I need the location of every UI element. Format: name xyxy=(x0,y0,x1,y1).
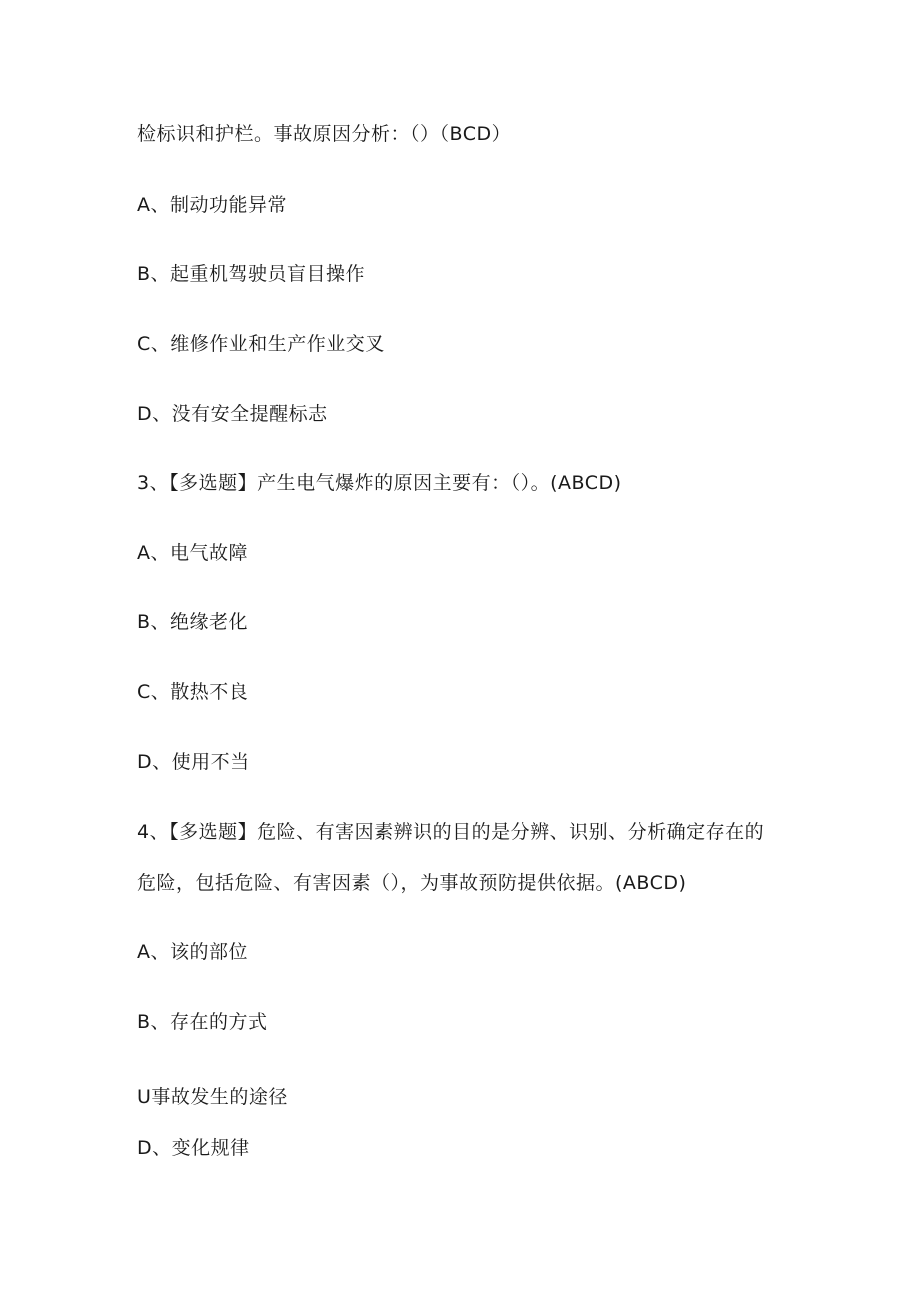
q4-option-b: B、存在的方式 xyxy=(137,1011,268,1033)
q3-option-d: D、使用不当 xyxy=(137,751,250,773)
question-4-line-2: 危险，包括危险、有害因素（），为事故预防提供依据。(ABCD) xyxy=(137,872,687,894)
question-3: 3、【多选题】产生电气爆炸的原因主要有：（）。(ABCD) xyxy=(137,472,622,494)
q3-option-c: C、散热不良 xyxy=(137,681,249,703)
q3-option-b: B、绝缘老化 xyxy=(137,611,249,633)
q2-option-c: C、维修作业和生产作业交叉 xyxy=(137,333,385,355)
q4-option-c: U事故发生的途径 xyxy=(137,1086,288,1108)
q2-option-a: A、制动功能异常 xyxy=(137,194,287,216)
question-4-line-1: 4、【多选题】危险、有害因素辨识的目的是分辨、识别、分析确定存在的 xyxy=(137,821,765,843)
q2-option-b: B、起重机驾驶员盲目操作 xyxy=(137,263,366,285)
question-2-continuation: 检标识和护栏。事故原因分析：（）（BCD） xyxy=(137,123,512,145)
q4-option-a: A、该的部位 xyxy=(137,941,248,963)
q4-option-d: D、变化规律 xyxy=(137,1137,250,1159)
q3-option-a: A、电气故障 xyxy=(137,542,248,564)
q2-option-d: D、没有安全提醒标志 xyxy=(137,403,328,425)
